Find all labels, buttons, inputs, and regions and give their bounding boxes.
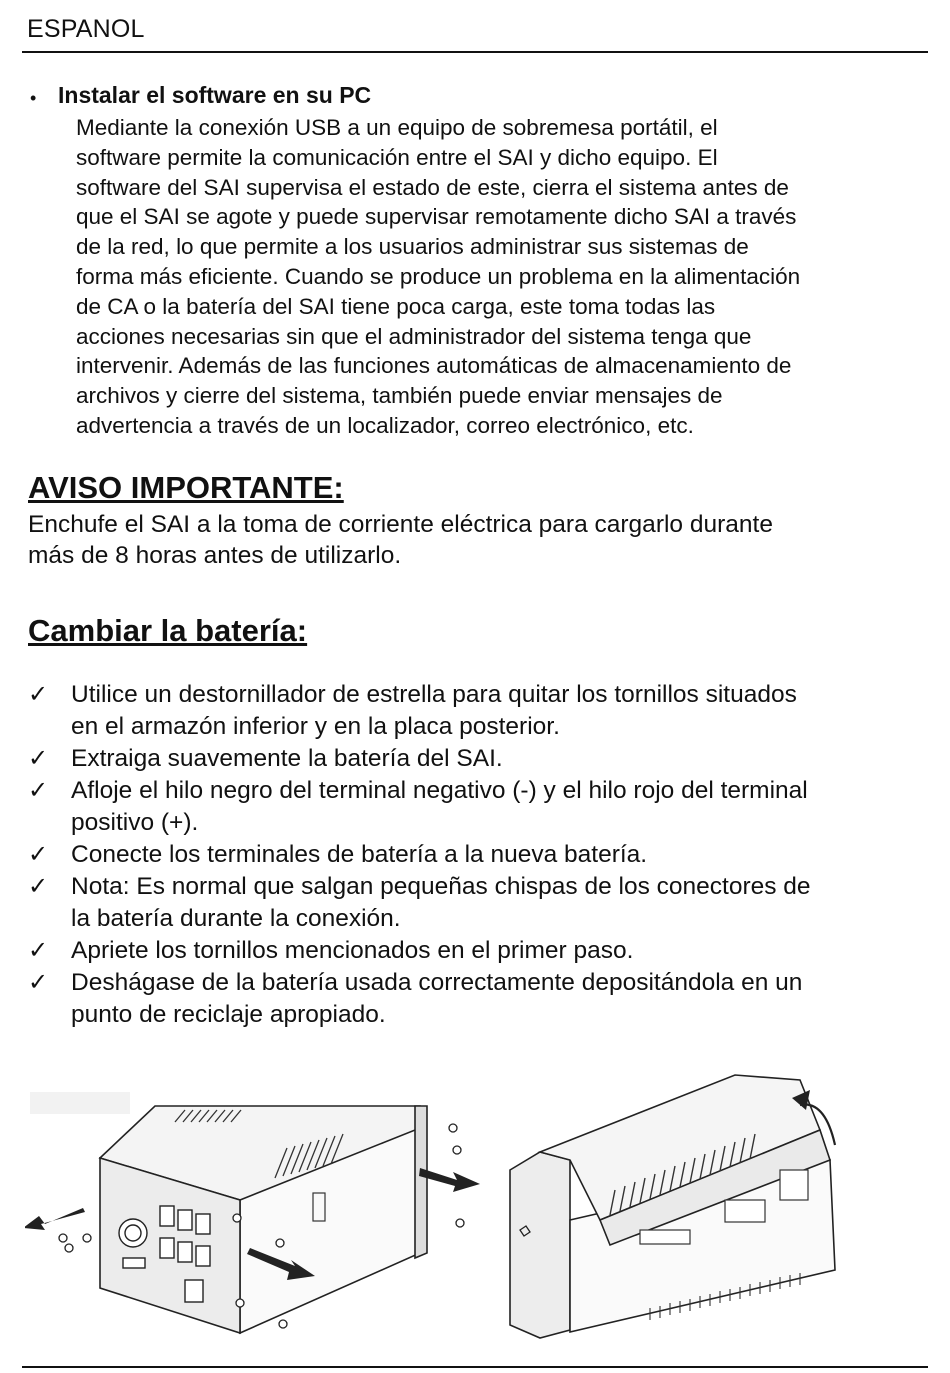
- bullet-icon: •: [30, 88, 37, 108]
- checkmark-icon: ✓: [28, 873, 49, 900]
- battery-steps-list: [28, 679, 928, 1031]
- header-rule: [22, 51, 928, 53]
- checkmark-icon: ✓: [28, 681, 49, 708]
- list-item: [28, 871, 928, 935]
- list-item: [28, 679, 928, 743]
- battery-heading: Cambiar la batería:: [28, 613, 308, 648]
- ups-casing-lift-illustration: [500, 1070, 845, 1340]
- step-text: Conecte los terminales de batería a la nueva batería.: [71, 841, 648, 868]
- list-item: [28, 839, 928, 871]
- notice-body: Enchufe el SAI a la toma de corriente eléctrica para cargarlo durante más de 8 horas antes de utilizarlo.: [28, 511, 773, 569]
- software-heading: Instalar el software en su PC: [58, 82, 372, 108]
- footer-rule: [22, 1366, 928, 1368]
- step-text: Apriete los tornillos mencionados en el primer paso.: [71, 937, 634, 964]
- list-item: [28, 935, 928, 967]
- checkmark-icon: ✓: [28, 841, 49, 868]
- list-item: [28, 743, 928, 775]
- checkmark-icon: ✓: [28, 745, 49, 772]
- list-item: [28, 967, 928, 1031]
- checkmark-icon: ✓: [28, 969, 49, 996]
- step-text: Nota: Es normal que salgan pequeñas chispas de los conectores de la batería durante la conexión.: [71, 873, 811, 932]
- list-item: [28, 775, 928, 839]
- step-text: Deshágase de la batería usada correctamente depositándola en un punto de reciclaje apropiado.: [71, 969, 803, 1028]
- checkmark-icon: ✓: [28, 937, 49, 964]
- checkmark-icon: ✓: [28, 777, 49, 804]
- notice-heading: AVISO IMPORTANTE:: [28, 470, 344, 505]
- software-body: Mediante la conexión USB a un equipo de sobremesa portátil, el software permite la comunicación entre el SAI y dicho equipo. El software del SAI supervisa el estado de este, cierra el sistema antes de que el SAI se agote y puede supervisar remotamente dicho SAI a través de la red, lo que permite a los usuarios administrar sus sistemas de forma más eficiente. Cuando se produce un problema en la alimentación de CA o la batería del SAI tiene poca carga, este toma todas las acciones necesarias sin que el administrador del sistema tenga que intervenir. Además de las funciones automáticas de almacenamiento de archivos y cierre del sistema, también puede enviar mensajes de advertencia a través de un localizador, correo electrónico, etc.: [76, 115, 801, 438]
- page-header-title: ESPANOL: [27, 15, 145, 43]
- ups-rear-screw-removal-illustration: [25, 1088, 490, 1338]
- step-text: Afloje el hilo negro del terminal negativo (-) y el hilo rojo del terminal positivo (+).: [71, 777, 808, 836]
- step-text: Extraiga suavemente la batería del SAI.: [71, 745, 503, 772]
- step-text: Utilice un destornillador de estrella para quitar los tornillos situados en el armazón inferior y en la placa posterior.: [71, 681, 797, 740]
